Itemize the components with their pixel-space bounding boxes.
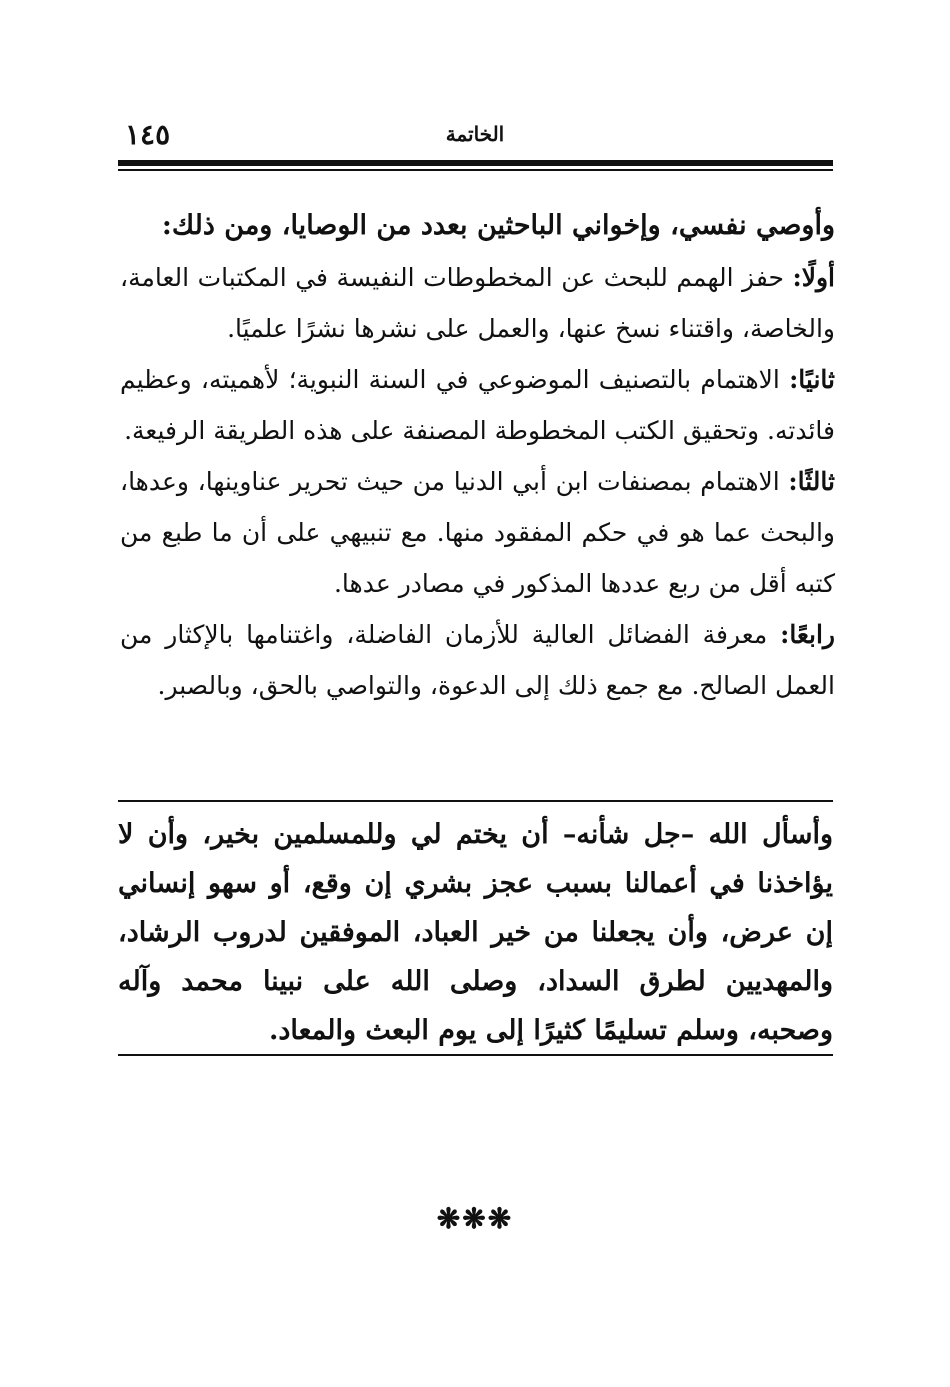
recommendation-text: معرفة الفضائل العالية للأزمان الفاضلة، واغتنامها بالإكثار من العمل الصالح. مع جمع ذلك إلى الدعوة، والتواصي بالحق، وبالصبر. bbox=[120, 620, 835, 700]
header-rule-thin bbox=[118, 169, 833, 171]
recommendation-text: الاهتمام بمصنفات ابن أبي الدنيا من حيث تحرير عناوينها، وعدها، والبحث عما هو في حكم المفقود منها. مع تنبيهي على أن ما طبع من كتبه أقل من ربع عددها المذكور في مصادر عدها. bbox=[120, 467, 835, 598]
recommendation-text: حفز الهمم للبحث عن المخطوطات النفيسة في المكتبات العامة، والخاصة، واقتناء نسخ عنها، والعمل على نشرها نشرًا علميًا. bbox=[120, 263, 835, 343]
closing-prayer-box bbox=[118, 800, 833, 1056]
page-number: ١٤٥ bbox=[125, 118, 171, 151]
recommendation-third bbox=[120, 456, 835, 609]
recommendation-second bbox=[120, 354, 835, 456]
header-rule-thick bbox=[118, 160, 833, 166]
recommendation-fourth bbox=[120, 609, 835, 711]
main-text bbox=[120, 200, 835, 711]
recommendation-first bbox=[120, 252, 835, 354]
recommendation-text: الاهتمام بالتصنيف الموضوعي في السنة النبوية؛ لأهميته، وعظيم فائدته. وتحقيق الكتب المخطوطة المصنفة على هذه الطريقة الرفيعة. bbox=[120, 365, 835, 445]
intro-line: وأوصي نفسي، وإخواني الباحثين بعدد من الوصايا، ومن ذلك: bbox=[161, 210, 835, 241]
end-ornament: ❋❋❋ bbox=[436, 1202, 514, 1235]
recommendation-lead: ثالثًا: bbox=[788, 467, 835, 496]
recommendation-lead: رابعًا: bbox=[780, 620, 835, 649]
running-title: الخاتمة bbox=[445, 122, 505, 146]
closing-prayer: وأسأل الله –جل شأنه– أن يختم لي وللمسلمين بخير، وأن لا يؤاخذنا في أعمالنا بسبب عجز بشري إن وقع، أو سهو إنساني إن عرض، وأن يجعلنا من خير العباد، الموفقين لدروب الرشاد، والمهديين لطرق السداد، وصلى الله على نبينا محمد وآله وصحبه، وسلم تسليمًا كثيرًا إلى يوم البعث والمعاد. bbox=[118, 819, 833, 1046]
recommendation-lead: ثانيًا: bbox=[789, 365, 835, 394]
recommendation-lead: أولًا: bbox=[792, 263, 835, 292]
